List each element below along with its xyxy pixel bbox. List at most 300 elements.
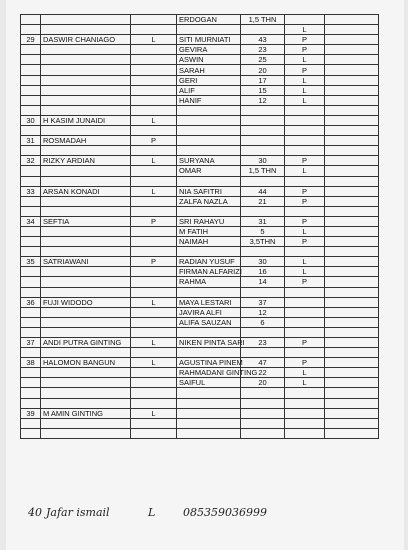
cell-number: 34 [21, 216, 41, 226]
cell-head-name [41, 287, 131, 297]
cell-member-age: 43 [241, 35, 285, 45]
cell-member-name: SAIFUL [177, 378, 241, 388]
cell-member-sex: P [285, 35, 325, 45]
cell-member-name: NIA SAFITRI [177, 186, 241, 196]
cell-number [21, 418, 41, 428]
cell-head-sex [131, 65, 177, 75]
cell-member-sex [285, 206, 325, 216]
cell-head-sex [131, 398, 177, 408]
cell-number [21, 176, 41, 186]
cell-head-name [41, 428, 131, 438]
cell-member-age [241, 136, 285, 146]
cell-empty [325, 85, 379, 95]
cell-member-sex [285, 297, 325, 307]
cell-empty [325, 277, 379, 287]
cell-member-age [241, 146, 285, 156]
cell-member-sex [285, 247, 325, 257]
cell-head-sex: L [131, 115, 177, 125]
table-row [21, 196, 379, 206]
cell-number [21, 166, 41, 176]
cell-empty [325, 206, 379, 216]
cell-member-age [241, 348, 285, 358]
cell-member-sex: L [285, 25, 325, 35]
cell-head-sex [131, 226, 177, 236]
cell-member-name: MAYA LESTARI [177, 297, 241, 307]
table-row [21, 378, 379, 388]
cell-empty [325, 398, 379, 408]
cell-number: 30 [21, 115, 41, 125]
cell-member-sex: P [285, 156, 325, 166]
cell-member-sex: L [285, 378, 325, 388]
cell-empty [325, 297, 379, 307]
cell-head-sex: L [131, 297, 177, 307]
table-row [21, 65, 379, 75]
cell-head-name [41, 327, 131, 337]
cell-member-name: JAVIRA ALFI [177, 307, 241, 317]
table-row [21, 186, 379, 196]
cell-member-name [177, 247, 241, 257]
cell-member-sex [285, 105, 325, 115]
cell-member-name [177, 428, 241, 438]
cell-member-sex: L [285, 226, 325, 236]
cell-number [21, 105, 41, 115]
cell-head-name: ROSMADAH [41, 136, 131, 146]
cell-number [21, 45, 41, 55]
cell-number: 29 [21, 35, 41, 45]
cell-head-sex: L [131, 408, 177, 418]
cell-member-sex: P [285, 186, 325, 196]
cell-member-name [177, 206, 241, 216]
table-row [21, 105, 379, 115]
cell-empty [325, 378, 379, 388]
cell-head-sex [131, 105, 177, 115]
cell-head-sex [131, 196, 177, 206]
cell-head-sex [131, 166, 177, 176]
cell-head-sex [131, 368, 177, 378]
cell-member-age: 20 [241, 65, 285, 75]
cell-head-sex [131, 95, 177, 105]
handwritten-phone: 085359036999 [183, 506, 267, 519]
cell-member-sex [285, 428, 325, 438]
cell-head-sex [131, 146, 177, 156]
table-row [21, 338, 379, 348]
cell-head-sex [131, 247, 177, 257]
cell-member-name [177, 105, 241, 115]
cell-member-sex: P [285, 196, 325, 206]
cell-empty [325, 186, 379, 196]
table-row [21, 388, 379, 398]
cell-empty [325, 45, 379, 55]
cell-head-sex [131, 327, 177, 337]
cell-head-sex [131, 317, 177, 327]
cell-member-sex: L [285, 75, 325, 85]
cell-number [21, 307, 41, 317]
cell-member-age: 37 [241, 297, 285, 307]
cell-number [21, 196, 41, 206]
cell-member-name: NIKEN PINTA SARI [177, 338, 241, 348]
cell-member-age [241, 126, 285, 136]
cell-head-sex [131, 25, 177, 35]
cell-head-sex [131, 45, 177, 55]
cell-empty [325, 388, 379, 398]
cell-number [21, 55, 41, 65]
cell-head-name [41, 388, 131, 398]
cell-number [21, 398, 41, 408]
handwritten-number: 40 [28, 506, 42, 519]
cell-member-age [241, 428, 285, 438]
cell-member-age: 12 [241, 95, 285, 105]
handwritten-name: Jafar ismail [46, 506, 110, 519]
cell-number [21, 146, 41, 156]
table-row [21, 348, 379, 358]
table-row [21, 257, 379, 267]
table-row [21, 136, 379, 146]
cell-head-name [41, 196, 131, 206]
cell-number: 38 [21, 358, 41, 368]
cell-member-name: AGUSTINA PINEM [177, 358, 241, 368]
table-row [21, 216, 379, 226]
cell-member-name [177, 287, 241, 297]
table-row [21, 327, 379, 337]
cell-head-name: ANDI PUTRA GINTING [41, 338, 131, 348]
cell-head-sex [131, 75, 177, 85]
cell-member-name [177, 348, 241, 358]
table-row [21, 156, 379, 166]
cell-head-name [41, 25, 131, 35]
cell-member-age [241, 418, 285, 428]
cell-member-age: 30 [241, 257, 285, 267]
cell-member-sex: L [285, 257, 325, 267]
cell-head-name: H KASIM JUNAIDI [41, 115, 131, 125]
cell-member-age: 16 [241, 267, 285, 277]
cell-empty [325, 15, 379, 25]
table-row [21, 146, 379, 156]
cell-number [21, 237, 41, 247]
cell-number [21, 317, 41, 327]
cell-member-age [241, 408, 285, 418]
table-row [21, 226, 379, 236]
cell-empty [325, 176, 379, 186]
cell-member-sex: P [285, 45, 325, 55]
table-row [21, 287, 379, 297]
cell-member-name: ALIF [177, 85, 241, 95]
cell-member-name: SITI MURNIATI [177, 35, 241, 45]
table-row [21, 95, 379, 105]
document-page [6, 0, 404, 550]
cell-member-sex: L [285, 166, 325, 176]
cell-number [21, 287, 41, 297]
table-row [21, 126, 379, 136]
cell-head-sex [131, 267, 177, 277]
cell-empty [325, 307, 379, 317]
cell-member-sex [285, 115, 325, 125]
table-row [21, 45, 379, 55]
cell-head-name [41, 15, 131, 25]
cell-member-age [241, 176, 285, 186]
table-row [21, 75, 379, 85]
cell-empty [325, 327, 379, 337]
cell-head-sex: L [131, 156, 177, 166]
table-row [21, 358, 379, 368]
cell-member-name [177, 115, 241, 125]
cell-head-sex [131, 388, 177, 398]
cell-head-sex [131, 428, 177, 438]
table-row [21, 317, 379, 327]
cell-head-name [41, 45, 131, 55]
cell-member-name [177, 25, 241, 35]
cell-member-sex [285, 126, 325, 136]
cell-head-sex [131, 378, 177, 388]
cell-head-name [41, 418, 131, 428]
cell-head-name: SATRIAWANI [41, 257, 131, 267]
cell-member-name [177, 388, 241, 398]
cell-head-name [41, 267, 131, 277]
cell-empty [325, 146, 379, 156]
cell-empty [325, 368, 379, 378]
cell-number [21, 247, 41, 257]
cell-member-sex: L [285, 267, 325, 277]
cell-member-age [241, 388, 285, 398]
cell-member-sex: P [285, 338, 325, 348]
cell-empty [325, 25, 379, 35]
cell-member-name: OMAR [177, 166, 241, 176]
cell-empty [325, 156, 379, 166]
cell-empty [325, 55, 379, 65]
cell-head-sex: P [131, 216, 177, 226]
cell-head-sex [131, 348, 177, 358]
cell-empty [325, 105, 379, 115]
cell-number [21, 75, 41, 85]
cell-member-age: 23 [241, 338, 285, 348]
cell-number [21, 15, 41, 25]
cell-head-sex [131, 418, 177, 428]
table-row [21, 176, 379, 186]
cell-member-age [241, 115, 285, 125]
cell-head-name [41, 247, 131, 257]
cell-member-sex [285, 136, 325, 146]
cell-member-name: RAHMA [177, 277, 241, 287]
cell-member-age: 3,5THN [241, 237, 285, 247]
cell-number [21, 95, 41, 105]
cell-number [21, 378, 41, 388]
table-row [21, 15, 379, 25]
cell-number: 33 [21, 186, 41, 196]
cell-empty [325, 317, 379, 327]
cell-member-age: 5 [241, 226, 285, 236]
cell-head-sex [131, 55, 177, 65]
cell-number: 31 [21, 136, 41, 146]
cell-member-name [177, 327, 241, 337]
cell-empty [325, 408, 379, 418]
cell-head-sex: P [131, 136, 177, 146]
cell-empty [325, 196, 379, 206]
cell-head-name [41, 398, 131, 408]
cell-head-name [41, 95, 131, 105]
cell-head-sex: L [131, 186, 177, 196]
cell-number [21, 85, 41, 95]
cell-member-sex [285, 388, 325, 398]
cell-number [21, 348, 41, 358]
cell-head-sex: L [131, 35, 177, 45]
cell-member-name: ERDOGAN [177, 15, 241, 25]
cell-head-name [41, 166, 131, 176]
cell-member-age [241, 287, 285, 297]
cell-member-sex [285, 348, 325, 358]
cell-member-sex: L [285, 368, 325, 378]
cell-empty [325, 216, 379, 226]
cell-head-name [41, 85, 131, 95]
cell-member-sex: P [285, 216, 325, 226]
cell-head-name [41, 277, 131, 287]
cell-empty [325, 257, 379, 267]
cell-empty [325, 237, 379, 247]
cell-member-name [177, 146, 241, 156]
cell-number [21, 277, 41, 287]
handwritten-entry [28, 506, 388, 528]
cell-member-age: 25 [241, 55, 285, 65]
cell-member-age: 12 [241, 307, 285, 317]
cell-member-sex: L [285, 95, 325, 105]
cell-member-sex [285, 307, 325, 317]
cell-empty [325, 75, 379, 85]
cell-empty [325, 226, 379, 236]
table-row [21, 237, 379, 247]
cell-head-sex [131, 15, 177, 25]
cell-number: 39 [21, 408, 41, 418]
cell-member-name: GEVIRA [177, 45, 241, 55]
cell-head-name: DASWIR CHANIAGO [41, 35, 131, 45]
cell-member-name [177, 408, 241, 418]
cell-member-age: 20 [241, 378, 285, 388]
table-row [21, 267, 379, 277]
cell-empty [325, 247, 379, 257]
cell-number [21, 428, 41, 438]
cell-head-name: FUJI WIDODO [41, 297, 131, 307]
cell-head-name [41, 75, 131, 85]
cell-empty [325, 267, 379, 277]
cell-number: 36 [21, 297, 41, 307]
cell-member-sex: L [285, 85, 325, 95]
table-row [21, 428, 379, 438]
cell-head-name [41, 317, 131, 327]
cell-member-name: RADIAN YUSUF [177, 257, 241, 267]
cell-head-name [41, 105, 131, 115]
cell-head-name [41, 126, 131, 136]
cell-head-name [41, 55, 131, 65]
cell-member-sex: P [285, 65, 325, 75]
handwritten-sex: L [148, 506, 156, 519]
cell-member-sex [285, 418, 325, 428]
cell-head-name [41, 226, 131, 236]
cell-member-name: SURYANA [177, 156, 241, 166]
cell-head-sex [131, 307, 177, 317]
cell-member-age: 14 [241, 277, 285, 287]
cell-member-age: 6 [241, 317, 285, 327]
cell-empty [325, 65, 379, 75]
table-row [21, 307, 379, 317]
table-row [21, 25, 379, 35]
cell-member-age: 30 [241, 156, 285, 166]
cell-head-sex: L [131, 338, 177, 348]
cell-head-name [41, 146, 131, 156]
cell-number: 37 [21, 338, 41, 348]
cell-head-sex [131, 85, 177, 95]
cell-empty [325, 115, 379, 125]
cell-member-name [177, 126, 241, 136]
table-row [21, 55, 379, 65]
table-row [21, 85, 379, 95]
cell-number [21, 327, 41, 337]
cell-member-sex: P [285, 237, 325, 247]
household-table [20, 14, 379, 439]
cell-member-name [177, 418, 241, 428]
cell-member-sex: P [285, 358, 325, 368]
cell-empty [325, 136, 379, 146]
cell-member-age: 1,5 THN [241, 166, 285, 176]
cell-number [21, 206, 41, 216]
cell-member-age: 1,5 THN [241, 15, 285, 25]
cell-number: 35 [21, 257, 41, 267]
cell-member-age [241, 247, 285, 257]
cell-member-age: 44 [241, 186, 285, 196]
table-row [21, 408, 379, 418]
cell-empty [325, 287, 379, 297]
table-row [21, 297, 379, 307]
cell-member-age: 21 [241, 196, 285, 206]
cell-head-name [41, 378, 131, 388]
cell-member-name: FIRMAN ALFARIZI [177, 267, 241, 277]
table-row [21, 398, 379, 408]
cell-member-sex [285, 398, 325, 408]
cell-number [21, 368, 41, 378]
cell-head-name [41, 368, 131, 378]
cell-empty [325, 418, 379, 428]
cell-member-age [241, 25, 285, 35]
cell-empty [325, 95, 379, 105]
table-row [21, 277, 379, 287]
cell-member-name: RAHMADANI GINTING [177, 368, 241, 378]
cell-head-name: RIZKY ARDIAN [41, 156, 131, 166]
cell-empty [325, 35, 379, 45]
cell-empty [325, 338, 379, 348]
table-row [21, 247, 379, 257]
cell-head-sex [131, 126, 177, 136]
cell-member-sex [285, 327, 325, 337]
cell-member-age [241, 327, 285, 337]
cell-member-name [177, 398, 241, 408]
cell-head-sex: L [131, 358, 177, 368]
cell-member-sex: L [285, 55, 325, 65]
cell-head-sex [131, 237, 177, 247]
cell-member-age [241, 398, 285, 408]
cell-head-name: HALOMON BANGUN [41, 358, 131, 368]
cell-empty [325, 348, 379, 358]
cell-member-age: 47 [241, 358, 285, 368]
cell-head-sex [131, 277, 177, 287]
cell-member-name [177, 136, 241, 146]
cell-head-name [41, 65, 131, 75]
cell-member-name: ZALFA NAZLA [177, 196, 241, 206]
cell-head-sex [131, 287, 177, 297]
cell-member-name: ALIFA SAUZAN [177, 317, 241, 327]
cell-member-sex [285, 408, 325, 418]
cell-member-age: 15 [241, 85, 285, 95]
cell-number: 32 [21, 156, 41, 166]
cell-member-sex [285, 146, 325, 156]
cell-member-name [177, 176, 241, 186]
cell-member-age: 23 [241, 45, 285, 55]
cell-number [21, 25, 41, 35]
